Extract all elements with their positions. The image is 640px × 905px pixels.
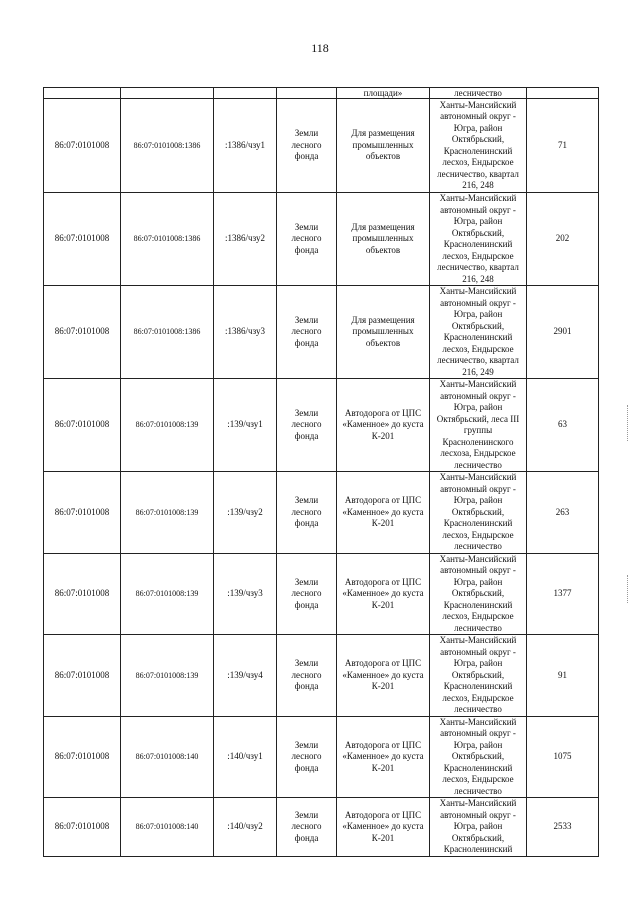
table-row	[44, 798, 599, 857]
location-cell: Ханты-Мансийский автономный округ - Югра, район Октябрьский, леса III группы Красноленинского лесхоза, Ендырское лесничество	[430, 379, 527, 472]
category-cell: Земли лесного фонда	[277, 798, 337, 857]
quarter-cell: 86:07:0101008	[44, 379, 121, 472]
page-number: 118	[311, 41, 329, 55]
location-cell: Ханты-Мансийский автономный округ - Югра, район Октябрьский, Красноленинский лесхоз, Ендырское лесничество, квартал 216, 249	[430, 286, 527, 379]
part-cell: :140/чзу1	[214, 716, 277, 798]
table-row	[44, 635, 599, 717]
parcel-cell: 86:07:0101008:139	[121, 553, 214, 635]
area-cell: 202	[527, 193, 599, 286]
land-parcels-table	[43, 87, 599, 857]
purpose-cell: Автодорога от ЦПС «Каменное» до куста К-201	[337, 716, 430, 798]
location-continuation: лесничество	[430, 88, 527, 99]
table-row	[44, 193, 599, 286]
quarter-cell: 86:07:0101008	[44, 193, 121, 286]
quarter-cell: 86:07:0101008	[44, 553, 121, 635]
continuation-row	[44, 88, 599, 99]
parcel-cell: 86:07:0101008:140	[121, 716, 214, 798]
category-cell: Земли лесного фонда	[277, 716, 337, 798]
empty-cell	[121, 88, 214, 99]
purpose-cell: Автодорога от ЦПС «Каменное» до куста К-201	[337, 472, 430, 554]
location-cell: Ханты-Мансийский автономный округ - Югра, район Октябрьский, Красноленинский	[430, 798, 527, 857]
parcel-cell: 86:07:0101008:139	[121, 379, 214, 472]
category-cell: Земли лесного фонда	[277, 553, 337, 635]
purpose-cell: Автодорога от ЦПС «Каменное» до куста К-201	[337, 553, 430, 635]
purpose-cell: Для размещения промышленных объектов	[337, 99, 430, 193]
part-cell: :139/чзу4	[214, 635, 277, 717]
location-cell: Ханты-Мансийский автономный округ - Югра, район Октябрьский, Красноленинский лесхоз, Ендырское лесничество	[430, 472, 527, 554]
area-cell: 1075	[527, 716, 599, 798]
purpose-cell: Для размещения промышленных объектов	[337, 286, 430, 379]
part-cell: :1386/чзу3	[214, 286, 277, 379]
location-cell: Ханты-Мансийский автономный округ - Югра, район Октябрьский, Красноленинский лесхоз, Ендырское лесничество, квартал 216, 248	[430, 193, 527, 286]
quarter-cell: 86:07:0101008	[44, 472, 121, 554]
purpose-cell: Автодорога от ЦПС «Каменное» до куста К-201	[337, 798, 430, 857]
purpose-continuation: площади»	[337, 88, 430, 99]
area-cell: 2901	[527, 286, 599, 379]
location-cell: Ханты-Мансийский автономный округ - Югра, район Октябрьский, Красноленинский лесхоз, Ендырское лесничество	[430, 716, 527, 798]
category-cell: Земли лесного фонда	[277, 286, 337, 379]
parcel-cell: 86:07:0101008:139	[121, 472, 214, 554]
empty-cell	[277, 88, 337, 99]
table-row	[44, 286, 599, 379]
table-row	[44, 716, 599, 798]
empty-cell	[214, 88, 277, 99]
scan-artifact	[627, 575, 629, 603]
table-row	[44, 472, 599, 554]
part-cell: :140/чзу2	[214, 798, 277, 857]
parcel-cell: 86:07:0101008:1386	[121, 99, 214, 193]
parcel-cell: 86:07:0101008:139	[121, 635, 214, 717]
location-cell: Ханты-Мансийский автономный округ - Югра, район Октябрьский, Красноленинский лесхоз, Ендырское лесничество, квартал 216, 248	[430, 99, 527, 193]
scan-artifact	[627, 405, 629, 441]
quarter-cell: 86:07:0101008	[44, 99, 121, 193]
part-cell: :139/чзу3	[214, 553, 277, 635]
parcel-cell: 86:07:0101008:1386	[121, 286, 214, 379]
area-cell: 2533	[527, 798, 599, 857]
area-cell: 91	[527, 635, 599, 717]
parcel-cell: 86:07:0101008:1386	[121, 193, 214, 286]
location-cell: Ханты-Мансийский автономный округ - Югра, район Октябрьский, Красноленинский лесхоз, Ендырское лесничество	[430, 553, 527, 635]
category-cell: Земли лесного фонда	[277, 379, 337, 472]
area-cell: 71	[527, 99, 599, 193]
quarter-cell: 86:07:0101008	[44, 286, 121, 379]
purpose-cell: Автодорога от ЦПС «Каменное» до куста К-201	[337, 379, 430, 472]
purpose-cell: Для размещения промышленных объектов	[337, 193, 430, 286]
table-row	[44, 553, 599, 635]
category-cell: Земли лесного фонда	[277, 635, 337, 717]
quarter-cell: 86:07:0101008	[44, 798, 121, 857]
area-cell: 263	[527, 472, 599, 554]
category-cell: Земли лесного фонда	[277, 472, 337, 554]
quarter-cell: 86:07:0101008	[44, 716, 121, 798]
part-cell: :139/чзу1	[214, 379, 277, 472]
part-cell: :1386/чзу2	[214, 193, 277, 286]
parcel-cell: 86:07:0101008:140	[121, 798, 214, 857]
empty-cell	[44, 88, 121, 99]
location-cell: Ханты-Мансийский автономный округ - Югра, район Октябрьский, Красноленинский лесхоз, Ендырское лесничество	[430, 635, 527, 717]
table-row	[44, 379, 599, 472]
table-row	[44, 99, 599, 193]
empty-cell	[527, 88, 599, 99]
area-cell: 1377	[527, 553, 599, 635]
quarter-cell: 86:07:0101008	[44, 635, 121, 717]
part-cell: :139/чзу2	[214, 472, 277, 554]
category-cell: Земли лесного фонда	[277, 193, 337, 286]
category-cell: Земли лесного фонда	[277, 99, 337, 193]
purpose-cell: Автодорога от ЦПС «Каменное» до куста К-201	[337, 635, 430, 717]
part-cell: :1386/чзу1	[214, 99, 277, 193]
area-cell: 63	[527, 379, 599, 472]
